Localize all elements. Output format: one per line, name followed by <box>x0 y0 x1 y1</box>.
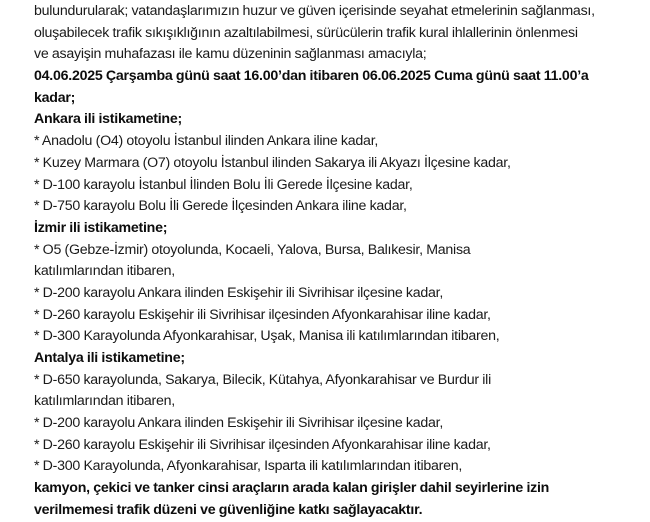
intro-line: ve asayişin muhafazası ile kamu düzeninin sağlanması amacıyla; <box>34 46 427 63</box>
closing-line: kamyon, çekici ve tanker cinsi araçların arada kalan girişler dahil seyirlerine izin <box>34 480 550 497</box>
route-item: * D-750 karayolu Bolu İli Gerede İlçesinden Ankara iline kadar, <box>34 198 407 215</box>
section-heading-izmir: İzmir ili istikametine; <box>34 219 168 236</box>
route-item: * D-200 karayolu Ankara ilinden Eskişehir ili Sivrihisar ilçesine kadar, <box>34 284 444 301</box>
route-item: * D-260 karayolu Eskişehir ili Sivrihisar ilçesinden Afyonkarahisar iline kadar, <box>34 306 491 323</box>
route-item: * D-200 karayolu Ankara ilinden Eskişehir ili Sivrihisar ilçesine kadar, <box>34 415 444 432</box>
date-range-line: 04.06.2025 Çarşamba günü saat 16.00’dan itibaren 06.06.2025 Cuma günü saat 11.00’a <box>34 68 589 85</box>
section-heading-ankara: Ankara ili istikametine; <box>34 111 182 128</box>
document-body <box>34 1 644 522</box>
intro-line: oluşabilecek trafik sıkışıklığının azaltılabilmesi, sürücülerin trafik kural ihlallerinin önlenmesi <box>34 24 578 41</box>
route-item: * Anadolu (O4) otoyolu İstanbul ilinden Ankara iline kadar, <box>34 133 379 150</box>
intro-line: bulundurularak; vatandaşlarımızın huzur ve güven içerisinde seyahat etmelerinin sağlanması, <box>34 3 595 19</box>
route-item: * O5 (Gebze-İzmir) otoyolunda, Kocaeli, Yalova, Bursa, Balıkesir, Manisa <box>34 241 471 258</box>
route-item: * D-300 Karayolunda Afyonkarahisar, Uşak, Manisa ili katılımlarından itibaren, <box>34 328 500 345</box>
route-item: katılımlarından itibaren, <box>34 393 175 410</box>
closing-line: verilmemesi trafik düzeni ve güvenliğine katkı sağlayacaktır. <box>34 501 423 518</box>
route-item: * D-650 karayolunda, Sakarya, Bilecik, Kütahya, Afyonkarahisar ve Burdur ili <box>34 371 491 388</box>
route-item: * D-300 Karayolunda, Afyonkarahisar, Isparta ili katılımlarından itibaren, <box>34 458 463 475</box>
route-item: * D-100 karayolu İstanbul İlinden Bolu İli Gerede İlçesine kadar, <box>34 176 413 193</box>
route-item: * Kuzey Marmara (O7) otoyolu İstanbul ilinden Sakarya ili Akyazı İlçesine kadar, <box>34 154 511 171</box>
route-item: katılımlarından itibaren, <box>34 263 175 280</box>
section-heading-antalya: Antalya ili istikametine; <box>34 350 185 366</box>
route-item: * D-260 karayolu Eskişehir ili Sivrihisar ilçesinden Afyonkarahisar iline kadar, <box>34 436 491 453</box>
date-range-line: kadar; <box>34 89 76 106</box>
